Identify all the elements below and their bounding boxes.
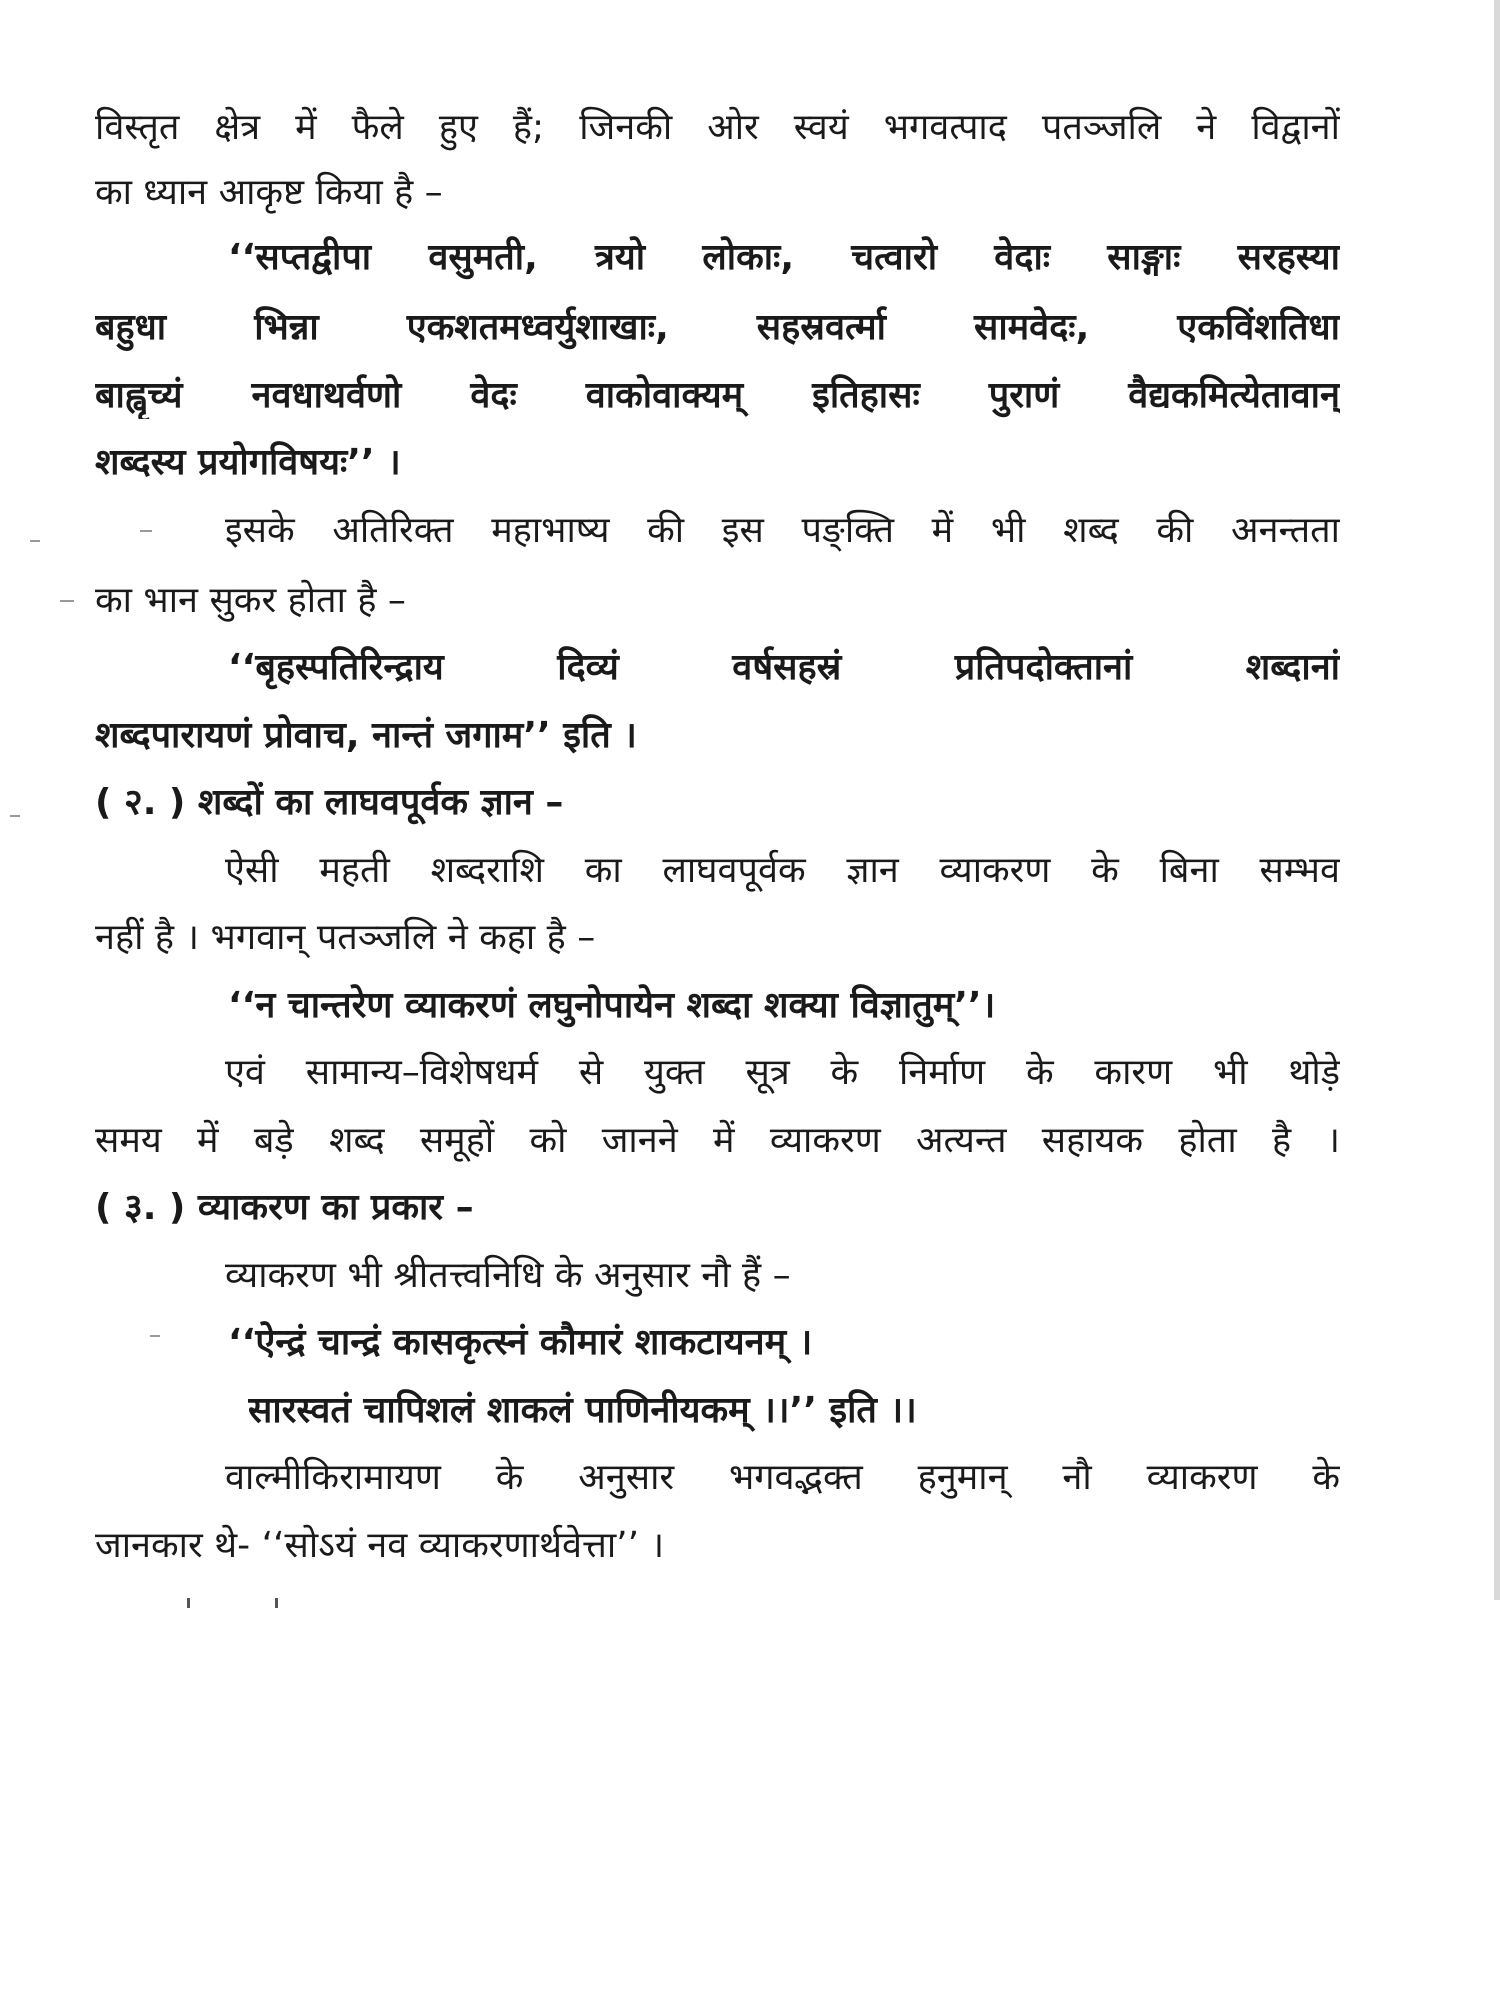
paragraph-line: नहीं है । भगवान् पतञ्जलि ने कहा है – [95,917,596,958]
scan-mark [10,815,20,817]
quote-line: ‘‘न चान्तरेण व्याकरणं लघुनोपायेन शब्दा शक्या विज्ञातुम्’’। [228,985,996,1026]
quote-line: ‘‘बृहस्पतिरिन्द्राय दिव्यं वर्षसहस्रं प्रतिपदोक्तानां शब्दानां [228,647,1340,688]
scan-mark [140,530,152,532]
scan-mark [150,1335,160,1337]
paragraph-line: जानकार थे- ‘‘सोऽयं नव व्याकरणार्थवेत्ता’’ । [95,1525,665,1566]
paragraph-line: का भान सुकर होता है – [95,580,406,621]
quote-line: ‘‘सप्तद्वीपा वसुमती, त्रयो लोकाः, चत्वारो वेदाः साङ्गाः सरहस्या [228,237,1340,278]
paragraph-line: इसके अतिरिक्त महाभाष्य की इस पङ्क्ति में भी शब्द की अनन्तता [225,510,1340,551]
paragraph-line: वाल्मीकिरामायण के अनुसार भगवद्भक्त हनुमान् नौ व्याकरण के [225,1457,1340,1498]
paragraph-line: का ध्यान आकृष्ट किया है – [95,172,443,213]
paragraph-line: विस्तृत क्षेत्र में फैले हुए हैं; जिनकी ओर स्वयं भगवत्पाद पतञ्जलि ने विद्वानों [95,107,1340,148]
quote-line: बहुधा भिन्ना एकशतमध्वर्युशाखाः, सहस्रवर्त्मा सामवेदः, एकविंशतिधा [95,307,1340,348]
verse-line: ‘‘ऐन्द्रं चान्द्रं कासकृत्स्नं कौमारं शाकटायनम् । [228,1322,813,1363]
quote-line: शब्दस्य प्रयोगविषयः’’ । [95,442,401,483]
section-heading: ( २. ) शब्दों का लाघवपूर्वक ज्ञान – [95,782,564,823]
section-heading: ( ३. ) व्याकरण का प्रकार – [95,1187,474,1228]
scan-edge-shadow [1494,0,1500,1600]
paragraph-line: एवं सामान्य–विशेषधर्म से युक्त सूत्र के निर्माण के कारण भी थोड़े [225,1052,1340,1093]
cut-off-text-fragment [175,1598,335,1608]
paragraph-line: व्याकरण भी श्रीतत्त्वनिधि के अनुसार नौ हैं – [225,1255,791,1296]
quote-line: बाह्वृच्यं नवधाथर्वणो वेदः वाकोवाक्यम् इतिहासः पुराणं वैद्यकमित्येतावान् [95,375,1340,416]
verse-line: सारस्वतं चापिशलं शाकलं पाणिनीयकम् ।।’’ इति ।। [248,1390,917,1431]
scan-mark [60,600,74,602]
quote-line: शब्दपारायणं प्रोवाच, नान्तं जगाम’’ इति । [95,715,637,756]
scan-mark [30,540,40,542]
paragraph-line: समय में बड़े शब्द समूहों को जानने में व्याकरण अत्यन्त सहायक होता है । [95,1120,1340,1161]
paragraph-line: ऐसी महती शब्दराशि का लाघवपूर्वक ज्ञान व्याकरण के बिना सम्भव [225,850,1340,891]
